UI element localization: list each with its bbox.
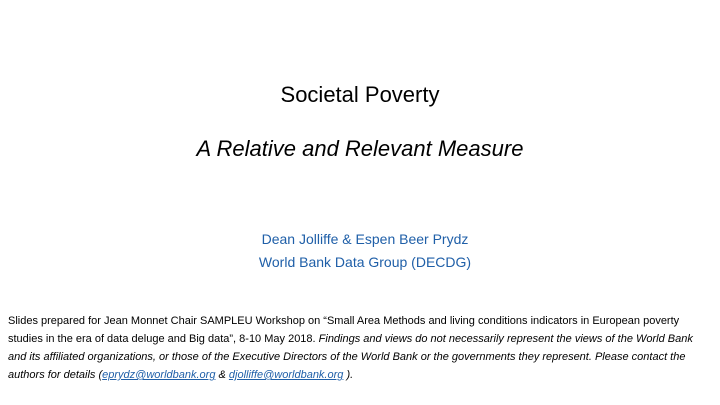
footnote-disclaimer: Findings and views do not necessarily represent the views of the World Bank and its affiliated organizations, or those of the Executive Directors of the World Bank or the governments they represent. Please contact the authors for details ( <box>8 333 693 381</box>
author-block <box>0 228 720 274</box>
slide-title: Societal Poverty <box>280 82 440 107</box>
email-link-eprydz[interactable]: eprydz@worldbank.org <box>102 369 216 381</box>
footnote-intro: Slides prepared for Jean Monnet Chair SAMPLEU Workshop on “Small Area Methods and living conditions indicators in European poverty studies in the era of data deluge and Big data”, 8-10 May 2018. <box>8 315 680 345</box>
author-affiliation: World Bank Data Group (DECDG) <box>258 254 472 270</box>
slide-subtitle: A Relative and Relevant Measure <box>196 136 524 161</box>
footnote <box>8 312 708 384</box>
footnote-separator: & <box>215 369 229 381</box>
email-link-djolliffe[interactable]: djolliffe@worldbank.org <box>228 369 344 381</box>
author-names: Dean Jolliffe & Espen Beer Prydz <box>261 231 469 247</box>
footnote-end: ). <box>343 369 354 381</box>
